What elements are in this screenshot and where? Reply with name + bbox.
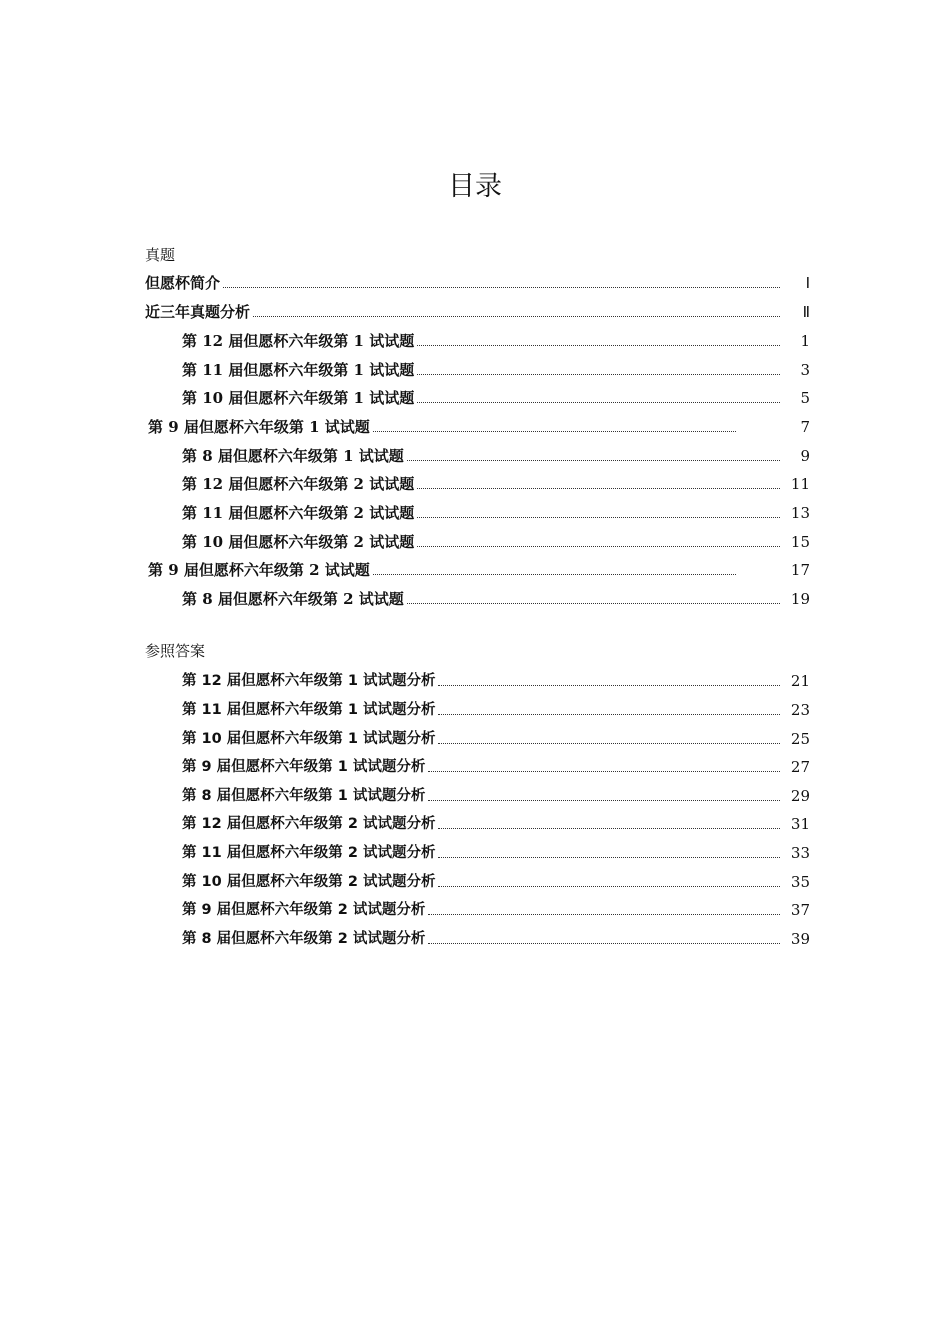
toc-entry-page: 21 — [790, 672, 810, 690]
toc-entry-page: 11 — [790, 475, 810, 493]
toc-entry-page: 39 — [790, 930, 810, 948]
toc-entry[interactable] — [182, 472, 810, 494]
toc-entry-label: 第 11 届但愿杯六年级第 2 试试题 — [182, 504, 415, 522]
dot-leader — [223, 287, 780, 288]
toc-entry-label: 第 9 届但愿杯六年级第 2 试试题 — [148, 561, 370, 579]
toc-entry-page: 15 — [790, 533, 810, 551]
toc-entry-label: 第 12 届但愿杯六年级第 2 试试题 — [182, 475, 415, 493]
dot-leader — [428, 914, 780, 915]
toc-entry-page: 13 — [790, 504, 810, 522]
toc-entry-label: 第 10 届但愿杯六年级第 2 试试题分析 — [182, 874, 436, 890]
dot-leader — [417, 402, 780, 403]
toc-entry-label: 第 9 届但愿杯六年级第 1 试试题 — [148, 418, 370, 436]
dot-leader — [407, 603, 780, 604]
toc-entry-label: 第 10 届但愿杯六年级第 2 试试题 — [182, 533, 415, 551]
toc-entry[interactable] — [182, 386, 810, 408]
toc-entry-label: 第 8 届但愿杯六年级第 1 试试题 — [182, 447, 404, 465]
toc-entry-label: 第 12 届但愿杯六年级第 1 试试题 — [182, 332, 415, 350]
toc-entry-page: 19 — [790, 590, 810, 608]
toc-entry-page: 31 — [790, 815, 810, 833]
toc-entry[interactable] — [182, 727, 810, 749]
toc-entry-page: 17 — [790, 561, 810, 579]
dot-leader — [438, 857, 780, 858]
toc-entry[interactable] — [182, 870, 810, 892]
dot-leader — [417, 345, 780, 346]
toc-entry-label: 第 8 届但愿杯六年级第 2 试试题分析 — [182, 931, 426, 947]
toc-entry[interactable] — [182, 698, 810, 720]
toc-entry-label: 第 10 届但愿杯六年级第 1 试试题 — [182, 389, 415, 407]
toc-entry[interactable] — [182, 841, 810, 863]
dot-leader — [428, 943, 780, 944]
toc-entry-label: 第 8 届但愿杯六年级第 2 试试题 — [182, 590, 404, 608]
toc-entry-page: 29 — [790, 787, 810, 805]
toc-entry[interactable] — [145, 271, 810, 293]
dot-leader — [417, 546, 780, 547]
toc-entry[interactable] — [182, 927, 810, 949]
dot-leader — [253, 316, 780, 317]
toc-title: 目录 — [448, 171, 502, 202]
toc-entry-label: 第 9 届但愿杯六年级第 1 试试题分析 — [182, 759, 426, 775]
dot-leader — [373, 574, 736, 575]
toc-entry-page: 35 — [790, 873, 810, 891]
dot-leader — [373, 431, 736, 432]
section-heading-exams: 真题 — [145, 246, 176, 264]
toc-entry[interactable] — [182, 501, 810, 523]
toc-entry-page: 1 — [800, 332, 810, 350]
dot-leader — [438, 886, 780, 887]
toc-entry[interactable] — [182, 329, 810, 351]
dot-leader — [428, 771, 780, 772]
dot-leader — [438, 685, 780, 686]
toc-entry[interactable] — [182, 812, 810, 834]
toc-entry[interactable] — [182, 669, 810, 691]
dot-leader — [438, 714, 780, 715]
toc-entry[interactable] — [148, 415, 810, 437]
toc-entry-label: 第 11 届但愿杯六年级第 1 试试题 — [182, 361, 415, 379]
toc-entry-page: 5 — [800, 389, 810, 407]
toc-entry[interactable] — [182, 444, 810, 466]
dot-leader — [417, 374, 780, 375]
toc-entry-label: 近三年真题分析 — [145, 303, 251, 321]
toc-entry-page: 9 — [800, 447, 810, 465]
dot-leader — [417, 517, 780, 518]
toc-entry[interactable] — [182, 784, 810, 806]
toc-entry[interactable] — [182, 898, 810, 920]
dot-leader — [438, 828, 780, 829]
toc-entry[interactable] — [182, 358, 810, 380]
toc-entry-page: 33 — [790, 844, 810, 862]
toc-entry-page: Ⅰ — [805, 274, 810, 292]
toc-entry[interactable] — [182, 530, 810, 552]
toc-entry[interactable] — [182, 755, 810, 777]
toc-entry-page: Ⅱ — [802, 303, 810, 321]
toc-entry[interactable] — [148, 558, 810, 580]
section-heading-answers: 参照答案 — [145, 642, 206, 660]
toc-entry-label: 第 10 届但愿杯六年级第 1 试试题分析 — [182, 731, 436, 747]
toc-entry-page: 3 — [800, 361, 810, 379]
toc-entry-label: 第 11 届但愿杯六年级第 1 试试题分析 — [182, 702, 436, 718]
toc-entry-label: 第 9 届但愿杯六年级第 2 试试题分析 — [182, 902, 426, 918]
toc-entry-page: 27 — [790, 758, 810, 776]
dot-leader — [428, 800, 780, 801]
toc-entry-label: 第 11 届但愿杯六年级第 2 试试题分析 — [182, 845, 436, 861]
toc-entry[interactable] — [182, 587, 810, 609]
toc-entry-page: 25 — [790, 730, 810, 748]
toc-entry-label: 但愿杯简介 — [145, 274, 221, 292]
dot-leader — [438, 743, 780, 744]
toc-entry[interactable] — [145, 300, 810, 322]
toc-entry-label: 第 12 届但愿杯六年级第 2 试试题分析 — [182, 816, 436, 832]
dot-leader — [407, 460, 780, 461]
toc-entry-label: 第 8 届但愿杯六年级第 1 试试题分析 — [182, 788, 426, 804]
toc-entry-page: 37 — [790, 901, 810, 919]
toc-entry-page: 7 — [800, 418, 810, 436]
dot-leader — [417, 488, 780, 489]
toc-entry-label: 第 12 届但愿杯六年级第 1 试试题分析 — [182, 673, 436, 689]
toc-entry-page: 23 — [790, 701, 810, 719]
